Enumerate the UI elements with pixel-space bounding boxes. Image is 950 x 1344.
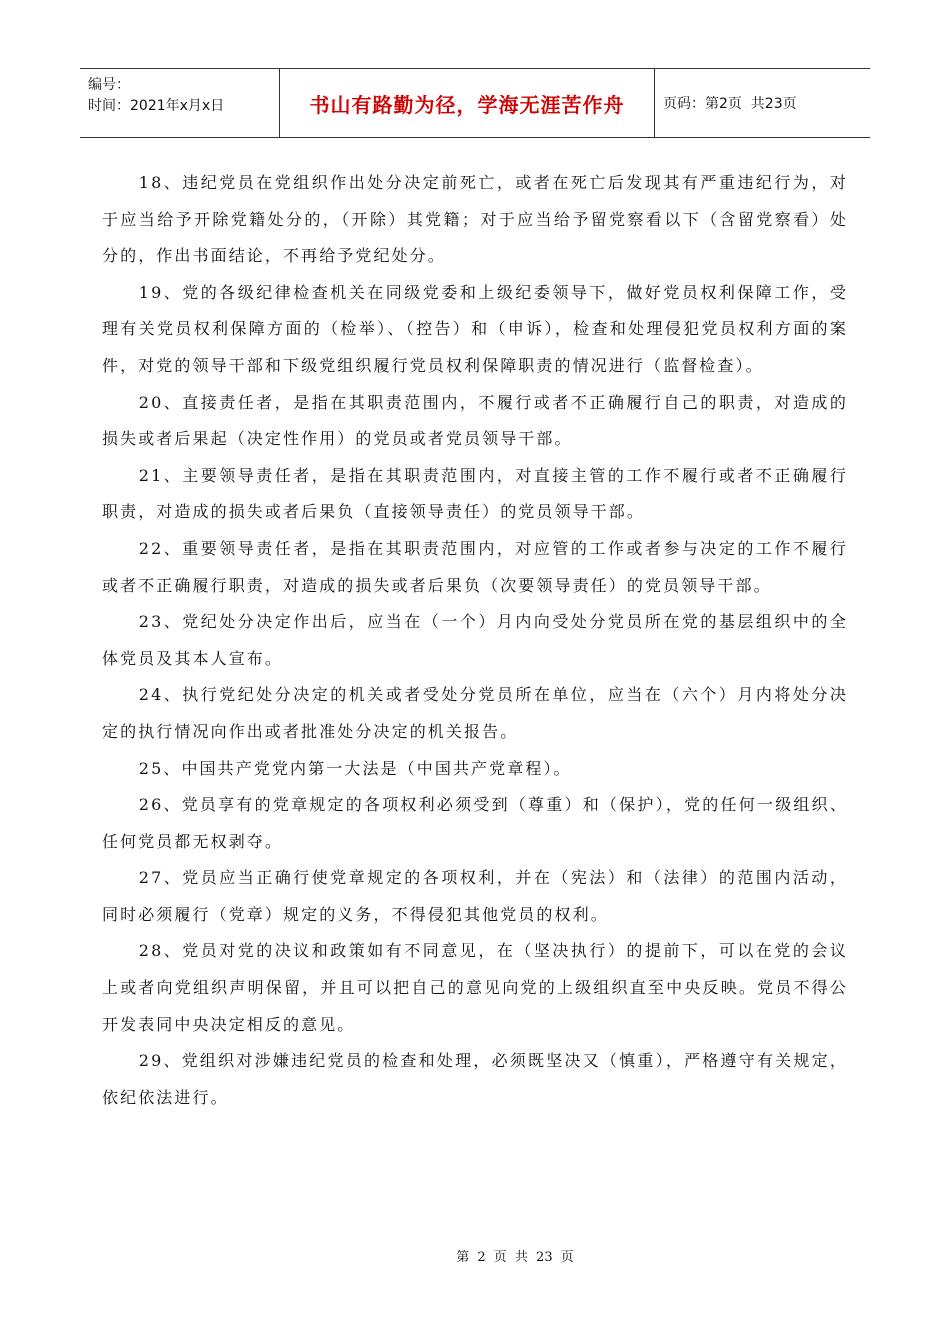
header-motto: 书山有路勤为径，学海无涯苦作舟 <box>280 69 655 137</box>
date-label: 时间：2021年x月x日 <box>88 98 225 114</box>
header-meta <box>80 69 280 137</box>
paragraph-21: 21、主要领导责任者，是指在其职责范围内，对直接主管的工作不履行或者不正确履行职责，对造成的损失或者后果负（直接领导责任）的党员领导干部。 <box>102 465 848 522</box>
page-header <box>80 68 870 138</box>
paragraph-28: 28、党员对党的决议和政策如有不同意见，在（坚决执行）的提前下，可以在党的会议上或者向党组织声明保留，并且可以把自己的意见向党的上级组织直至中央反映。党员不得公开发表同中央决定相反的意见。 <box>102 941 848 1034</box>
paragraph-19: 19、党的各级纪律检查机关在同级党委和上级纪委领导下，做好党员权利保障工作，受理有关党员权利保障方面的（检举）、（控告）和（申诉），检查和处理侵犯党员权利方面的案件，对党的领导干部和下级党组织履行党员权利保障职责的情况进行（监督检查）。 <box>102 282 848 375</box>
page-footer: 第 2 页 共 23 页 <box>456 1250 574 1265</box>
paragraph-26: 26、党员享有的党章规定的各项权利必须受到（尊重）和（保护），党的任何一级组织、任何党员都无权剥夺。 <box>102 795 848 851</box>
paragraph-23: 23、党纪处分决定作出后，应当在（一个）月内向受处分党员所在党的基层组织中的全体党员及其本人宣布。 <box>102 612 848 668</box>
paragraph-20: 20、直接责任者，是指在其职责范围内，不履行或者不正确履行自己的职责，对造成的损失或者后果起（决定性作用）的党员或者党员领导干部。 <box>102 392 848 449</box>
document-body <box>102 165 848 1116</box>
paragraph-25: 25、中国共产党党内第一大法是（中国共产党章程）。 <box>138 758 572 778</box>
serial-number-label: 编号： <box>88 77 130 93</box>
paragraph-29: 29、党组织对涉嫌违纪党员的检查和处理，必须既坚决又（慎重），严格遵守有关规定，依纪依法进行。 <box>102 1051 848 1107</box>
paragraph-18: 18、违纪党员在党组织作出处分决定前死亡，或者在死亡后发现其有严重违纪行为，对于应当给予开除党籍处分的，（开除）其党籍；对于应当给予留党察看以下（含留党察看）处分的，作出书面结论，不再给予党纪处分。 <box>102 173 848 266</box>
paragraph-27: 27、党员应当正确行使党章规定的各项权利，并在（宪法）和（法律）的范围内活动，同时必须履行（党章）规定的义务，不得侵犯其他党员的权利。 <box>102 868 848 924</box>
paragraph-24: 24、执行党纪处分决定的机关或者受处分党员所在单位，应当在（六个）月内将处分决定的执行情况向作出或者批准处分决定的机关报告。 <box>102 685 848 741</box>
paragraph-22: 22、重要领导责任者，是指在其职责范围内，对应管的工作或者参与决定的工作不履行或者不正确履行职责，对造成的损失或者后果负（次要领导责任）的党员领导干部。 <box>102 538 848 595</box>
page-info-text: 页码：第2页 共23页 <box>663 96 797 112</box>
header-page-info <box>655 69 870 137</box>
